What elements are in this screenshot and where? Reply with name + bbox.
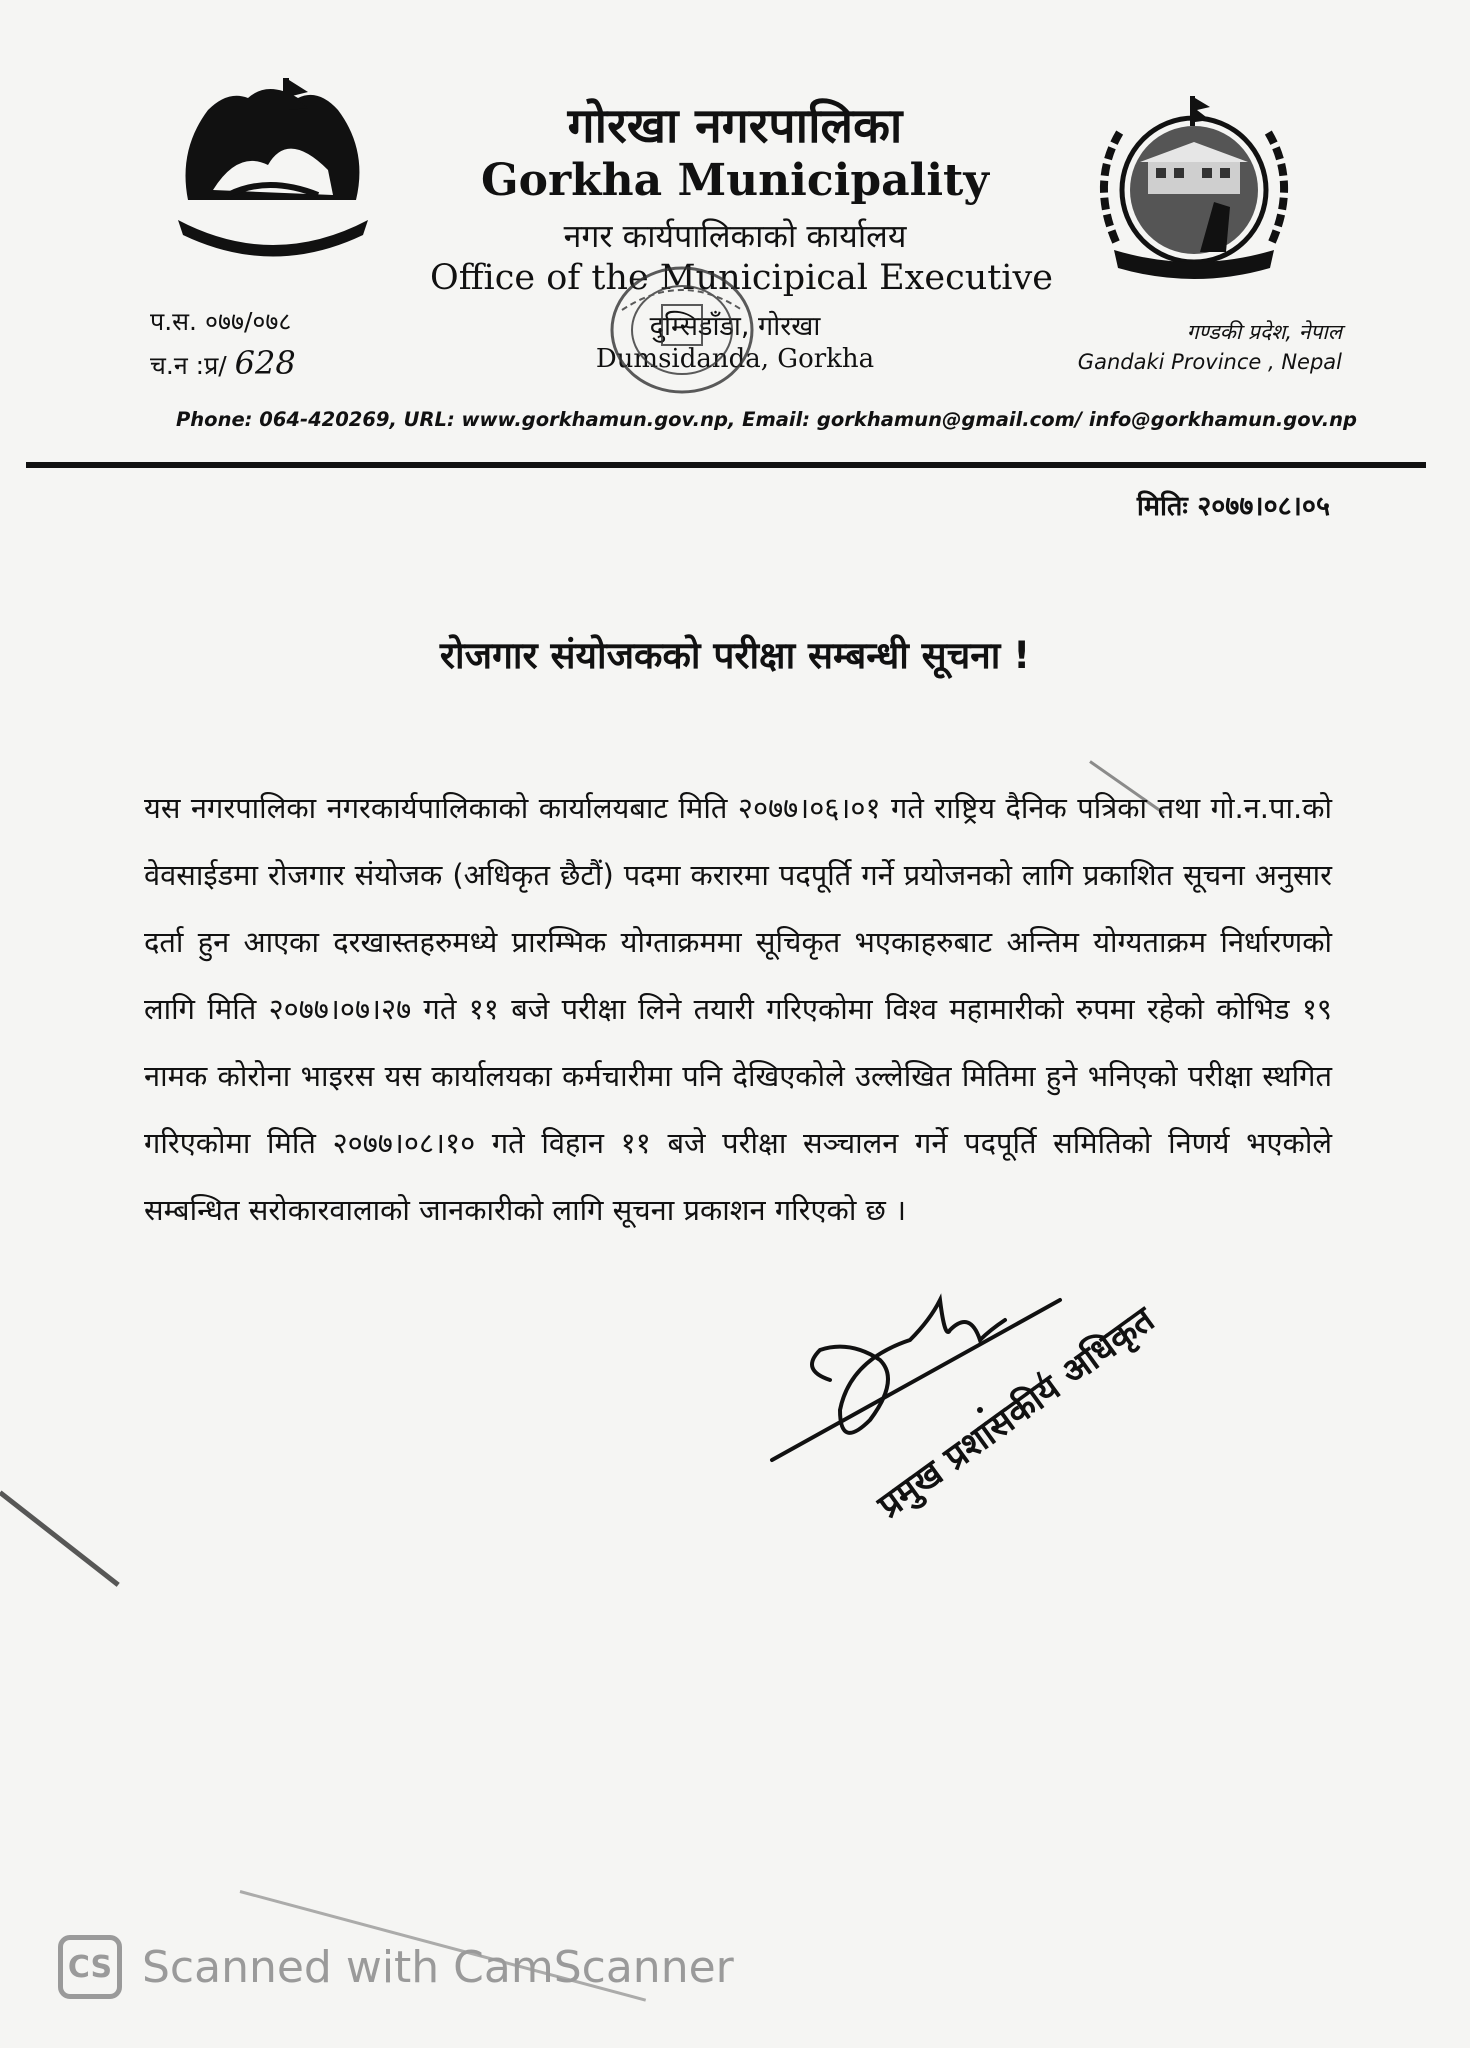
municipality-name-nepali: गोरखा नगरपालिका [567,98,903,154]
province-english: Gandaki Province , Nepal [1077,350,1342,374]
province-nepali: गण्डकी प्रदेश, नेपाल [1186,320,1342,344]
address-english: Dumsidanda, Gorkha [595,344,875,374]
office-name-english: Office of the Municipical Executive [430,258,1053,298]
scan-shadow-streak [0,1491,120,1587]
dispatch-label: च.न :प्र/ [150,351,227,380]
camscanner-watermark [58,1932,734,2002]
fiscal-year-reference: प.स. ०७७/०७८ [150,307,292,336]
contact-line: Phone: 064-420269, URL: www.gorkhamun.gov.np, Email: gorkhamun@gmail.com/ info@gorkhamun.gov.np [176,408,1357,431]
watermark-text: Scanned with CamScanner [142,1941,734,1993]
municipality-name-english: Gorkha Municipality [481,155,989,206]
dispatch-number: 628 [234,344,296,382]
office-stamp-icon [592,250,772,410]
signatory-title: प्रमुख प्रशासकीय अधिकृत [870,1299,1162,1527]
notice-date: मितिः २०७७।०८।०५ [1136,491,1330,522]
notice-body: यस नगरपालिका नगरकार्यपालिकाको कार्यालयबाट मिति २०७७।०६।०१ गते राष्ट्रिय दैनिक पत्रिका तथा गो.न.पा.को वेवसाईडमा रोजगार संयोजक (अधिकृत छैटौं) पदमा करारमा पदपूर्ति गर्ने प्रयोजनको लागि प्रकाशित सूचना अनुसार दर्ता हुन आएका दरखास्तहरुमध्ये प्रारम्भिक योग्ताक्रममा सूचिकृत भएकाहरुबाट अन्तिम योग्यताक्रम निर्धारणको लागि मिति २०७७।०७।२७ गते ११ बजे परीक्षा लिने तयारी गरिएकोमा विश्व महामारीको रुपमा रहेको कोभिड १९ नामक कोरोना भाइरस यस कार्यालयका कर्मचारीमा पनि देखिएकोले उल्लेखित मितिमा हुने भनिएको परीक्षा स्थगित गरिएकोमा मिति २०७७।०८।१० गते विहान ११ बजे परीक्षा सञ्चालन गर्ने पदपूर्ति समितिको निणर्य भएकोले सम्बन्धित सरोकारवालाको जानकारीको लागि सूचना प्रकाशन गरिएको छ । [144,791,1332,1227]
municipality-logo-icon [1090,92,1298,290]
dispatch-number-reference [150,344,296,382]
camscanner-logo-icon: CS [58,1935,122,1999]
header-divider [26,462,1426,468]
notice-subject: रोजगार संयोजकको परीक्षा सम्बन्धी सूचना ! [439,634,1031,677]
address-nepali: दुम्सिडाँडा, गोरखा [649,311,821,342]
office-name-nepali: नगर कार्यपालिकाको कार्यालय [563,217,907,255]
nepal-emblem-icon [168,70,378,260]
